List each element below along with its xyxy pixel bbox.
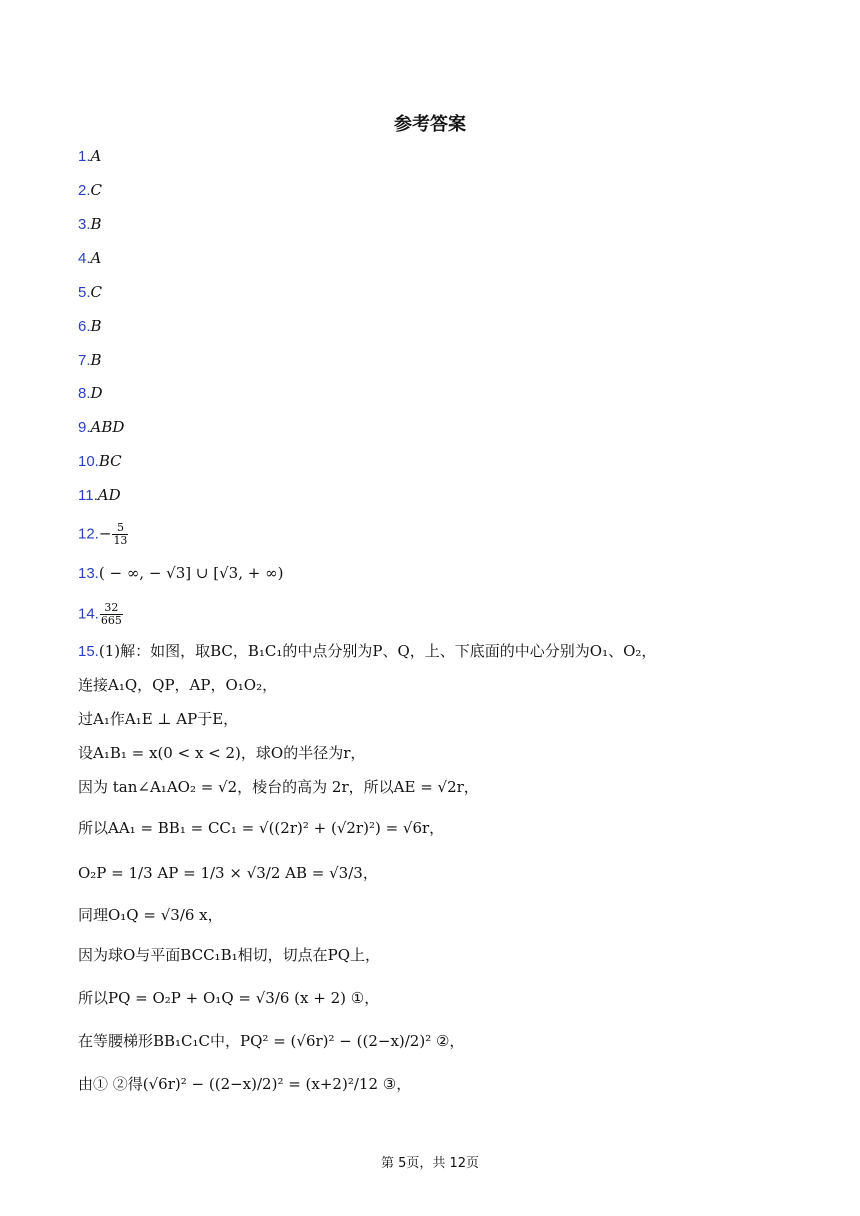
solution-text: (1)解：如图，取BC，B₁C₁的中点分别为P、Q，上、下底面的中心分别为O₁、O₂， [98, 642, 657, 660]
numerator: 5 [112, 522, 128, 535]
answer-14 [78, 602, 124, 627]
answer-row [78, 383, 103, 404]
answer-number: 3. [78, 216, 91, 233]
answer-choice: B [90, 317, 102, 335]
denominator: 13 [113, 534, 128, 547]
answer-choice: A [90, 147, 102, 165]
solution-line-6: 所以AA₁ = BB₁ = CC₁ = √((2r)² + (√2r)²) = √6r， [78, 819, 445, 837]
page-footer: 第 5页，共 12页 [380, 1156, 480, 1171]
answer-number: 14. [78, 605, 99, 623]
answer-number: 11. [78, 487, 98, 504]
answer-choice: D [90, 384, 103, 402]
solution-line-4: 设A₁B₁ = x(0 < x < 2)，球O的半径为r， [78, 744, 366, 762]
answer-row [78, 248, 101, 269]
solution-line-9: 因为球O与平面BCC₁B₁相切，切点在PQ上， [78, 946, 380, 964]
answer-number: 6. [78, 318, 91, 335]
answer-number: 2. [78, 182, 91, 199]
answer-text: ( − ∞, − √3] ∪ [√3, + ∞) [98, 564, 284, 582]
solution-line-1 [78, 641, 656, 662]
solution-line-10: 所以PQ = O₂P + O₁Q = √3/6 (x + 2) ①， [78, 989, 380, 1007]
answer-number: 7. [78, 352, 91, 369]
answer-row [78, 485, 121, 506]
solution-line-5: 因为 tan∠A₁AO₂ = √2，棱台的高为 2r，所以AE = √2r， [78, 778, 479, 796]
answer-number: 4. [78, 250, 91, 267]
answer-number: 9. [78, 419, 91, 436]
fraction [100, 602, 123, 627]
answer-number: 1. [78, 148, 91, 165]
answer-row [78, 417, 124, 438]
answer-number: 15. [78, 643, 99, 660]
solution-line-8: 同理O₁Q = √3/6 x， [78, 906, 223, 924]
solution-line-11: 在等腰梯形BB₁C₁C中，PQ² = (√6r)² − ((2−x)/2)² ②， [78, 1032, 465, 1050]
answer-row [78, 350, 102, 371]
answer-number: 8. [78, 385, 91, 402]
solution-line-2: 连接A₁Q，QP，AP，O₁O₂， [78, 676, 278, 694]
answer-choice: C [90, 181, 102, 199]
answer-12 [78, 522, 129, 547]
answer-number: 13. [78, 565, 99, 582]
answer-number: 5. [78, 284, 91, 301]
answer-number: 10. [78, 453, 99, 470]
answer-choice: BC [98, 452, 122, 470]
numerator: 32 [100, 602, 123, 615]
answer-choice: AD [97, 486, 121, 504]
answer-choice: A [90, 249, 102, 267]
answer-row [78, 146, 101, 167]
answer-row [78, 316, 102, 337]
solution-line-12: 由① ②得(√6r)² − ((2−x)/2)² = (x+2)²/12 ③， [78, 1075, 412, 1093]
answer-number: 12. [78, 525, 99, 543]
answer-choice: C [90, 283, 102, 301]
answer-row [78, 214, 102, 235]
answer-row [78, 282, 102, 303]
answer-row [78, 451, 122, 472]
answer-choice: B [90, 215, 102, 233]
solution-line-7: O₂P = 1/3 AP = 1/3 × √3/2 AB = √3/3， [78, 864, 378, 882]
answer-choice: ABD [90, 418, 125, 436]
minus-sign: − [98, 524, 112, 543]
denominator: 665 [100, 614, 122, 627]
page-title: 参考答案 [394, 114, 466, 135]
solution-line-3: 过A₁作A₁E ⊥ AP于E， [78, 710, 239, 728]
fraction [112, 522, 128, 547]
answer-choice: B [90, 351, 102, 369]
answer-row [78, 180, 102, 201]
answer-13 [78, 563, 283, 584]
